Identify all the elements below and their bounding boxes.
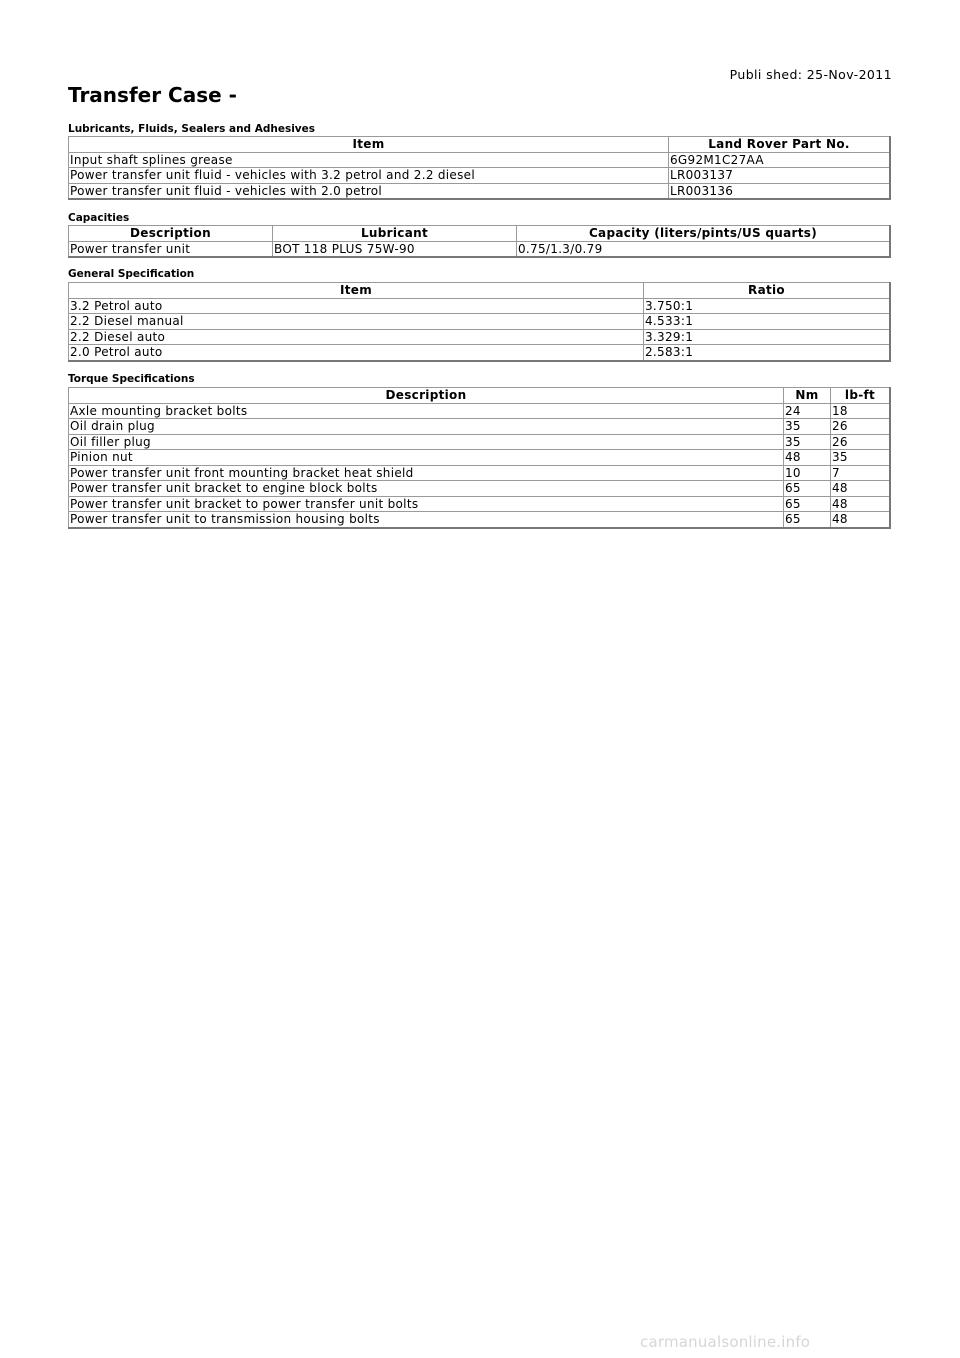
cell-description: Oil filler plug <box>69 434 784 450</box>
table-row <box>69 512 891 528</box>
column-header-lubricant: Lubricant <box>273 226 517 242</box>
cell-nm: 65 <box>784 496 831 512</box>
cell-nm: 10 <box>784 465 831 481</box>
cell-lbft: 7 <box>831 465 891 481</box>
cell-description: Oil drain plug <box>69 419 784 435</box>
cell-item: Power transfer unit fluid - vehicles with 2.0 petrol <box>69 183 669 199</box>
table-header-row <box>69 283 891 299</box>
cell-ratio: 4.533:1 <box>644 314 891 330</box>
table-row <box>69 314 891 330</box>
cell-item: Power transfer unit fluid - vehicles with 3.2 petrol and 2.2 diesel <box>69 168 669 184</box>
cell-part-no: LR003137 <box>669 168 891 184</box>
table-row <box>69 168 891 184</box>
capacities-table <box>68 225 891 258</box>
cell-item: 2.2 Diesel auto <box>69 329 644 345</box>
cell-nm: 35 <box>784 434 831 450</box>
section-title-torque: Torque Specifications <box>68 373 195 385</box>
cell-part-no: 6G92M1C27AA <box>669 152 891 168</box>
cell-nm: 24 <box>784 403 831 419</box>
cell-lbft: 26 <box>831 419 891 435</box>
cell-ratio: 3.750:1 <box>644 298 891 314</box>
cell-capacity: 0.75/1.3/0.79 <box>517 241 891 257</box>
cell-lubricant: BOT 118 PLUS 75W-90 <box>273 241 517 257</box>
cell-item: 2.0 Petrol auto <box>69 345 644 361</box>
table-row <box>69 465 891 481</box>
cell-nm: 65 <box>784 512 831 528</box>
column-header-capacity: Capacity (liters/pints/US quarts) <box>517 226 891 242</box>
cell-lbft: 35 <box>831 450 891 466</box>
column-header-item: Item <box>69 283 644 299</box>
column-header-description: Description <box>69 388 784 404</box>
table-row <box>69 434 891 450</box>
general-spec-table <box>68 282 891 362</box>
cell-description: Axle mounting bracket bolts <box>69 403 784 419</box>
cell-lbft: 48 <box>831 496 891 512</box>
column-header-ratio: Ratio <box>644 283 891 299</box>
column-header-part-no: Land Rover Part No. <box>669 137 891 153</box>
cell-lbft: 26 <box>831 434 891 450</box>
published-date: Publi shed: 25-Nov-2011 <box>729 67 892 82</box>
cell-description: Power transfer unit bracket to engine block bolts <box>69 481 784 497</box>
table-row <box>69 403 891 419</box>
cell-item: Input shaft splines grease <box>69 152 669 168</box>
cell-item: 3.2 Petrol auto <box>69 298 644 314</box>
table-header-row <box>69 226 891 242</box>
table-row <box>69 152 891 168</box>
column-header-item: Item <box>69 137 669 153</box>
table-header-row <box>69 388 891 404</box>
cell-nm: 65 <box>784 481 831 497</box>
section-title-general: General Specification <box>68 268 195 280</box>
cell-lbft: 48 <box>831 481 891 497</box>
cell-item: 2.2 Diesel manual <box>69 314 644 330</box>
cell-description: Power transfer unit to transmission housing bolts <box>69 512 784 528</box>
cell-ratio: 3.329:1 <box>644 329 891 345</box>
lubricants-table <box>68 136 891 200</box>
page-title: Transfer Case - <box>68 83 237 107</box>
section-title-lubricants: Lubricants, Fluids, Sealers and Adhesives <box>68 123 316 135</box>
table-row <box>69 298 891 314</box>
table-row <box>69 241 891 257</box>
cell-lbft: 18 <box>831 403 891 419</box>
cell-nm: 35 <box>784 419 831 435</box>
column-header-nm: Nm <box>784 388 831 404</box>
column-header-description: Description <box>69 226 273 242</box>
table-row <box>69 183 891 199</box>
section-title-capacities: Capacities <box>68 212 130 224</box>
table-row <box>69 481 891 497</box>
table-row <box>69 329 891 345</box>
cell-description: Pinion nut <box>69 450 784 466</box>
cell-nm: 48 <box>784 450 831 466</box>
table-row <box>69 345 891 361</box>
cell-lbft: 48 <box>831 512 891 528</box>
column-header-lbft: lb-ft <box>831 388 891 404</box>
table-row <box>69 419 891 435</box>
table-row <box>69 496 891 512</box>
cell-description: Power transfer unit bracket to power transfer unit bolts <box>69 496 784 512</box>
cell-description: Power transfer unit <box>69 241 273 257</box>
cell-part-no: LR003136 <box>669 183 891 199</box>
torque-table <box>68 387 891 529</box>
cell-ratio: 2.583:1 <box>644 345 891 361</box>
cell-description: Power transfer unit front mounting bracket heat shield <box>69 465 784 481</box>
table-header-row <box>69 137 891 153</box>
watermark: carmanualsonline.info <box>640 1333 811 1351</box>
table-row <box>69 450 891 466</box>
